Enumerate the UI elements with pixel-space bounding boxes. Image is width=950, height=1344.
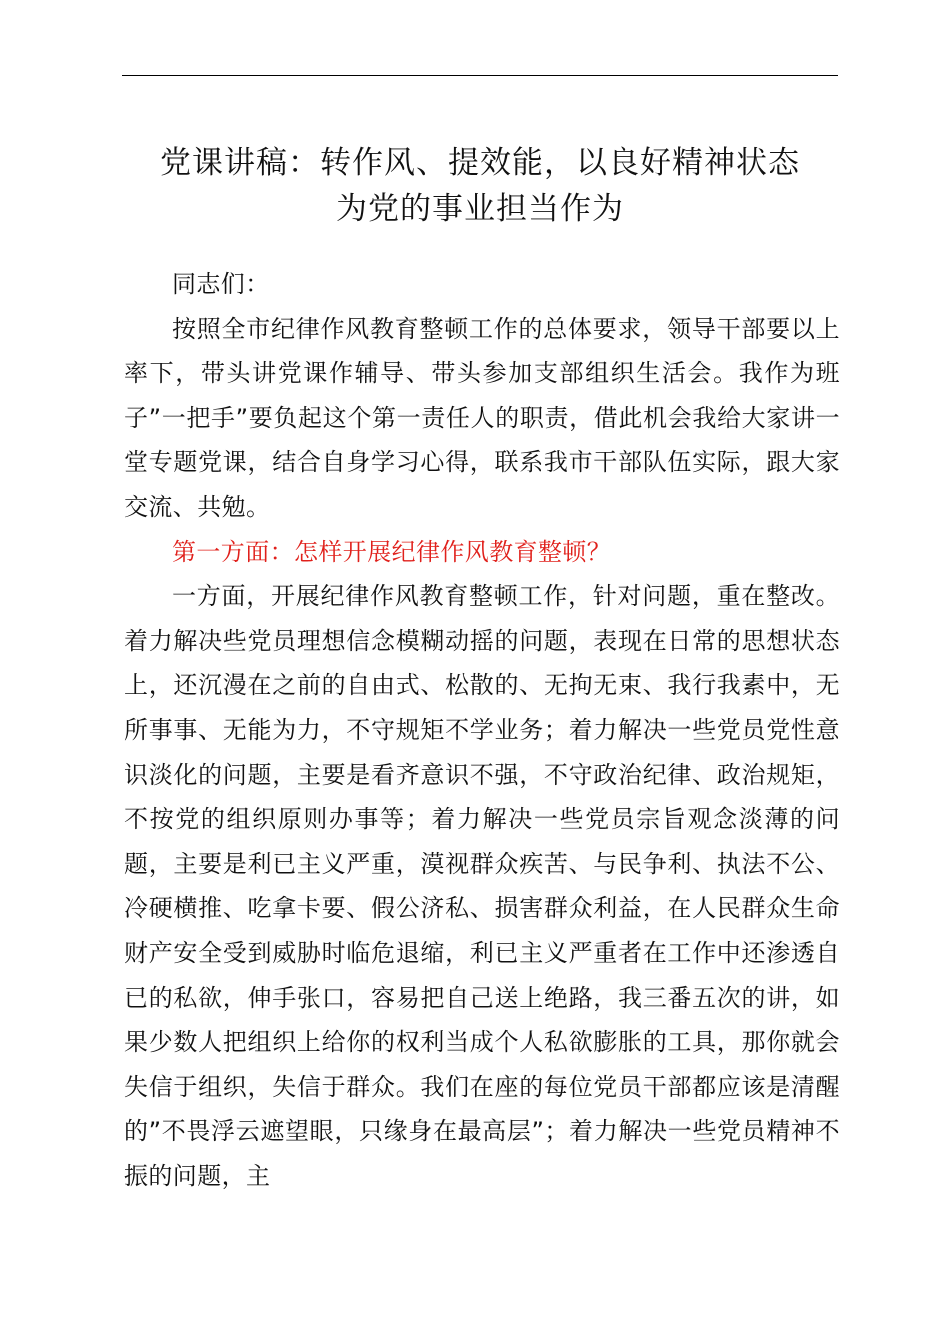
- salutation: 同志们：: [172, 270, 270, 298]
- intro-paragraph: 按照全市纪律作风教育整顿工作的总体要求，领导干部要以上率下，带头讲党课作辅导、带头参加支部组织生活会。我作为班子”一把手”要负起这个第一责任人的职责，借此机会我给大家讲一堂专题党课，结合自身学习心得，联系我市干部队伍实际，跟大家交流、共勉。: [124, 314, 840, 521]
- header-rule: [122, 75, 838, 76]
- document-title: [110, 140, 850, 232]
- body-paragraph: 一方面，开展纪律作风教育整顿工作，针对问题，重在整改。着力解决些党员理想信念模糊动摇的问题，表现在日常的思想状态上，还沉漫在之前的自由式、松散的、无拘无束、我行我素中，无所事事、无能为力，不守规矩不学业务；着力解决一些党员党性意识淡化的问题，主要是看齐意识不强，不守政治纪律、政治规矩，不按党的组织原则办事等；着力解决一些党员宗旨观念淡薄的问题，主要是利已主义严重，漠视群众疾苦、与民争利、执法不公、冷硬横推、吃拿卡要、假公济私、损害群众利益，在人民群众生命财产安全受到威胁时临危退缩，利已主义严重者在工作中还渗透自已的私欲，伸手张口，容易把自己送上绝路，我三番五次的讲，如果少数人把组织上给你的权利当成个人私欲膨胀的工具，那你就会失信于组织，失信于群众。我们在座的每位党员干部都应该是清醒的”不畏浮云遮望眼，只缘身在最高层”；着力解决一些党员精神不振的问题，主: [124, 582, 840, 1190]
- document-body: [124, 262, 840, 1198]
- title-line-2: 为党的事业担当作为: [336, 191, 624, 227]
- title-line-1: 党课讲稿：转作风、提效能，以良好精神状态: [160, 145, 800, 181]
- section-heading: 第一方面：怎样开展纪律作风教育整顿？: [172, 537, 612, 566]
